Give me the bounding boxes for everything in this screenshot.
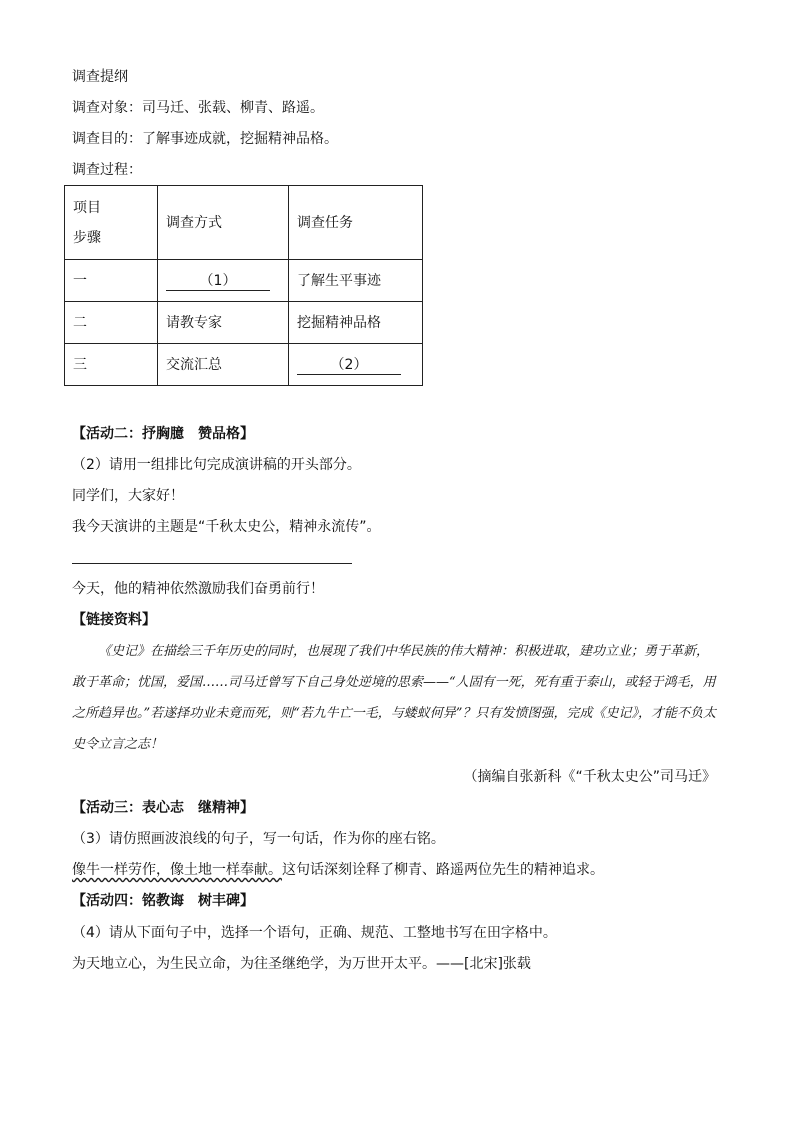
survey-table — [64, 185, 423, 386]
row-step: 一 — [65, 260, 158, 302]
header-item-step — [65, 186, 158, 260]
activity3-title: 【活动三：表心志 继精神】 — [72, 800, 254, 816]
material-source: （摘编自张新科《“千秋太史公”司马迁》 — [463, 769, 716, 785]
zhangzai-quote: 为天地立心，为生民立命，为往圣继绝学，为万世开太平。——[北宋]张载 — [72, 956, 531, 972]
header-task: 调查任务 — [289, 186, 423, 260]
answer-blank-2[interactable]: （2） — [297, 356, 401, 375]
example-sentence-rest: 这句话深刻诠释了柳青、路遥两位先生的精神追求。 — [282, 862, 604, 878]
material-paragraph: 《史记》在描绘三千年历史的同时，也展现了我们中华民族的伟大精神：积极进取，建功立业；勇于革新，敢于革命；忧国，爱国……司马迁曾写下自己身处逆境的思索——“人固有一死，死有重于泰山，或轻于鸿毛，用之所趋异也。”若遂择功业未竟而死，则“若九牛亡一毛，与蝼蚁何异”？只有发愤图强，完成《史记》，才能不负太史令立言之志！ — [72, 644, 716, 752]
row-step: 二 — [65, 302, 158, 344]
row-task — [289, 344, 423, 386]
row-task: 挖掘精神品格 — [289, 302, 423, 344]
table-header-row — [65, 186, 423, 260]
table-row — [65, 344, 423, 386]
row-step: 三 — [65, 344, 158, 386]
question-2: （2）请用一组排比句完成演讲稿的开头部分。 — [72, 457, 361, 473]
survey-subjects: 调查对象：司马迁、张载、柳青、路遥。 — [72, 100, 324, 116]
survey-process-label: 调查过程： — [72, 162, 142, 178]
table-row — [65, 302, 423, 344]
speech-closing: 今天，他的精神依然激励我们奋勇前行！ — [72, 581, 324, 597]
row-task: 了解生平事迹 — [289, 260, 423, 302]
row-method: 交流汇总 — [158, 344, 289, 386]
question-3: （3）请仿照画波浪线的句子，写一句话，作为你的座右铭。 — [72, 831, 445, 847]
header-method: 调查方式 — [158, 186, 289, 260]
outline-heading: 调查提纲 — [72, 69, 128, 85]
answer-line[interactable] — [72, 563, 352, 564]
survey-purpose: 调查目的：了解事迹成就，挖掘精神品格。 — [72, 131, 338, 147]
row-method — [158, 260, 289, 302]
question-4: （4）请从下面句子中，选择一个语句，正确、规范、工整地书写在田字格中。 — [72, 925, 557, 941]
material-title: 【链接资料】 — [72, 612, 156, 628]
header-step-label: 步骤 — [73, 229, 101, 246]
activity2-title: 【活动二：抒胸臆 赞品格】 — [72, 426, 254, 442]
wavy-underlined-sentence: 像牛一样劳作，像土地一样奉献。 — [72, 862, 282, 878]
example-sentence — [72, 861, 604, 879]
header-item-label: 项目 — [73, 199, 101, 216]
answer-blank-1[interactable]: （1） — [166, 272, 270, 291]
row-method: 请教专家 — [158, 302, 289, 344]
activity4-title: 【活动四：铭教诲 树丰碑】 — [72, 893, 254, 909]
table-row — [65, 260, 423, 302]
speech-theme: 我今天演讲的主题是“千秋太史公，精神永流传”。 — [72, 519, 381, 535]
speech-greeting: 同学们，大家好！ — [72, 488, 184, 504]
